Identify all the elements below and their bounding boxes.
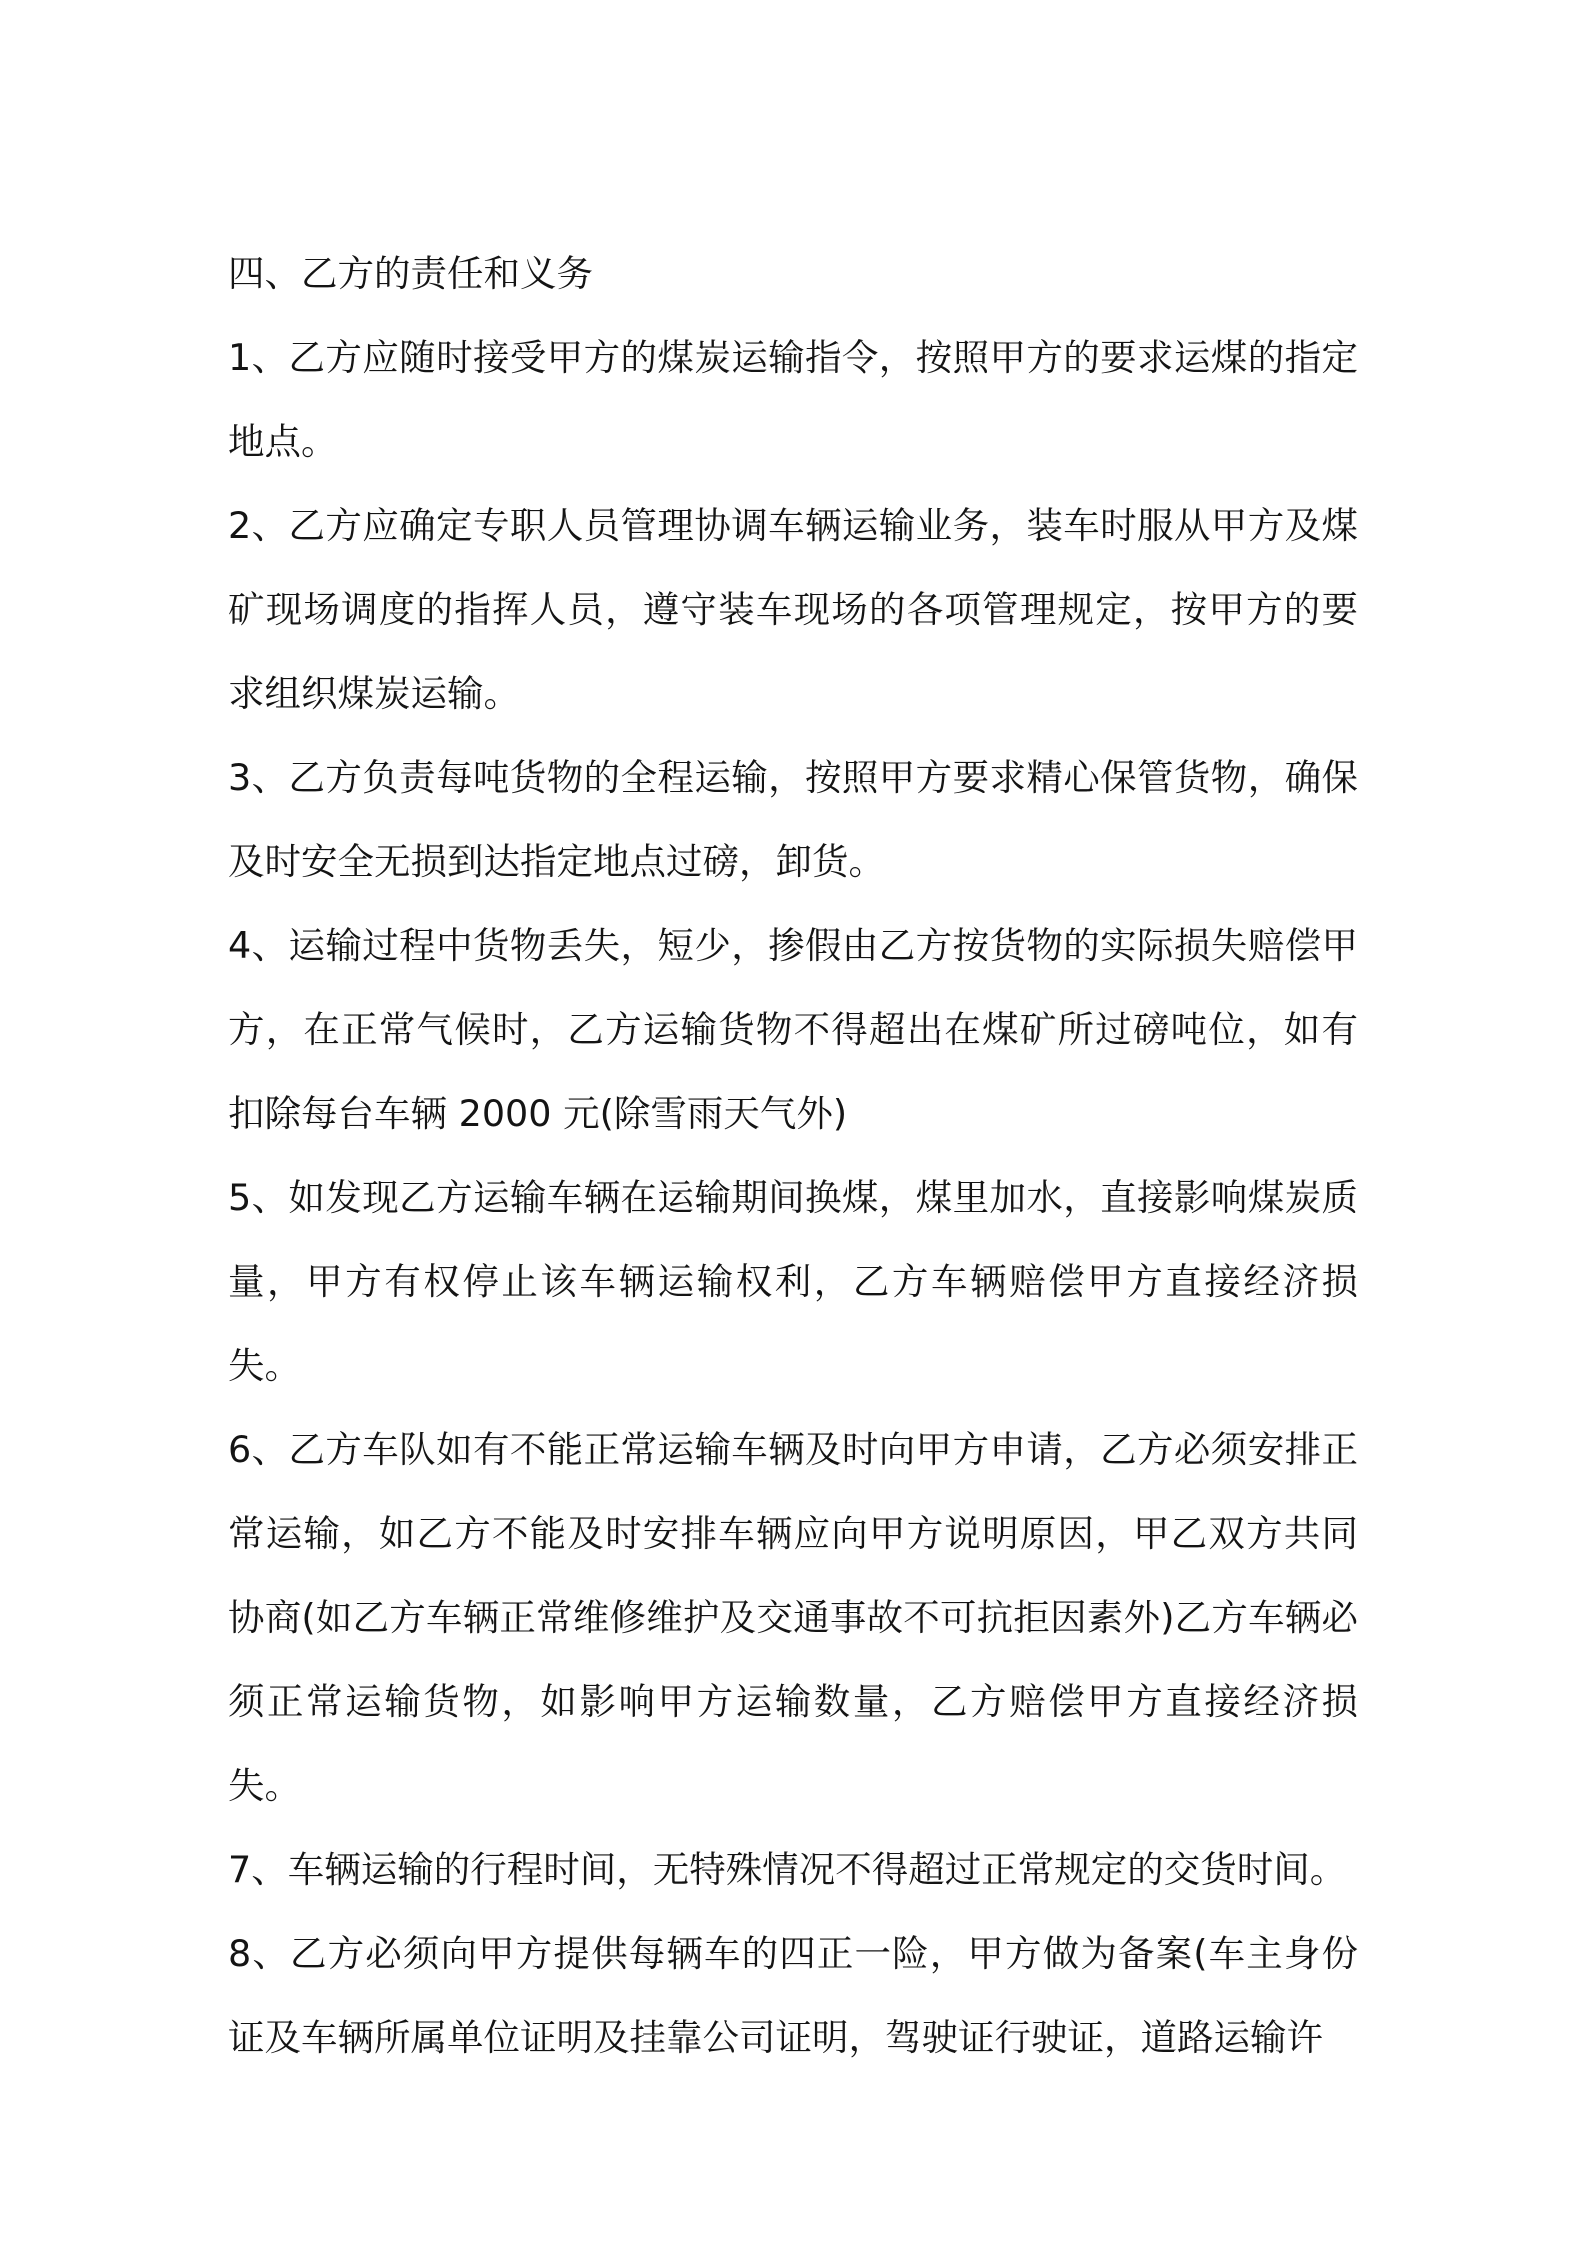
- clause-3: 3、乙方负责每吨货物的全程运输，按照甲方要求精心保管货物，确保及时安全无损到达指定地点过磅，卸货。: [228, 756, 1358, 883]
- document-body: [228, 232, 1358, 2080]
- clause-5: 5、如发现乙方运输车辆在运输期间换煤，煤里加水，直接影响煤炭质量，甲方有权停止该车辆运输权利，乙方车辆赔偿甲方直接经济损失。: [228, 1176, 1358, 1387]
- clause-2: 2、乙方应确定专职人员管理协调车辆运输业务，装车时服从甲方及煤矿现场调度的指挥人员，遵守装车现场的各项管理规定，按甲方的要求组织煤炭运输。: [228, 504, 1358, 715]
- clause-4: 4、运输过程中货物丢失，短少，掺假由乙方按货物的实际损失赔偿甲方，在正常气候时，乙方运输货物不得超出在煤矿所过磅吨位，如有扣除每台车辆 2000 元(除雪雨天气外): [228, 924, 1358, 1135]
- clause-8: 8、乙方必须向甲方提供每辆车的四正一险，甲方做为备案(车主身份证及车辆所属单位证明及挂靠公司证明，驾驶证行驶证，道路运输许: [228, 1932, 1358, 2059]
- clause-7: 7、车辆运输的行程时间，无特殊情况不得超过正常规定的交货时间。: [228, 1848, 1347, 1891]
- clause-6: 6、乙方车队如有不能正常运输车辆及时向甲方申请，乙方必须安排正常运输，如乙方不能及时安排车辆应向甲方说明原因，甲乙双方共同协商(如乙方车辆正常维修维护及交通事故不可抗拒因素外)乙方车辆必须正常运输货物，如影响甲方运输数量，乙方赔偿甲方直接经济损失。: [228, 1428, 1358, 1807]
- section-heading: 四、乙方的责任和义务: [228, 252, 593, 295]
- clause-1: 1、乙方应随时接受甲方的煤炭运输指令，按照甲方的要求运煤的指定地点。: [228, 336, 1358, 463]
